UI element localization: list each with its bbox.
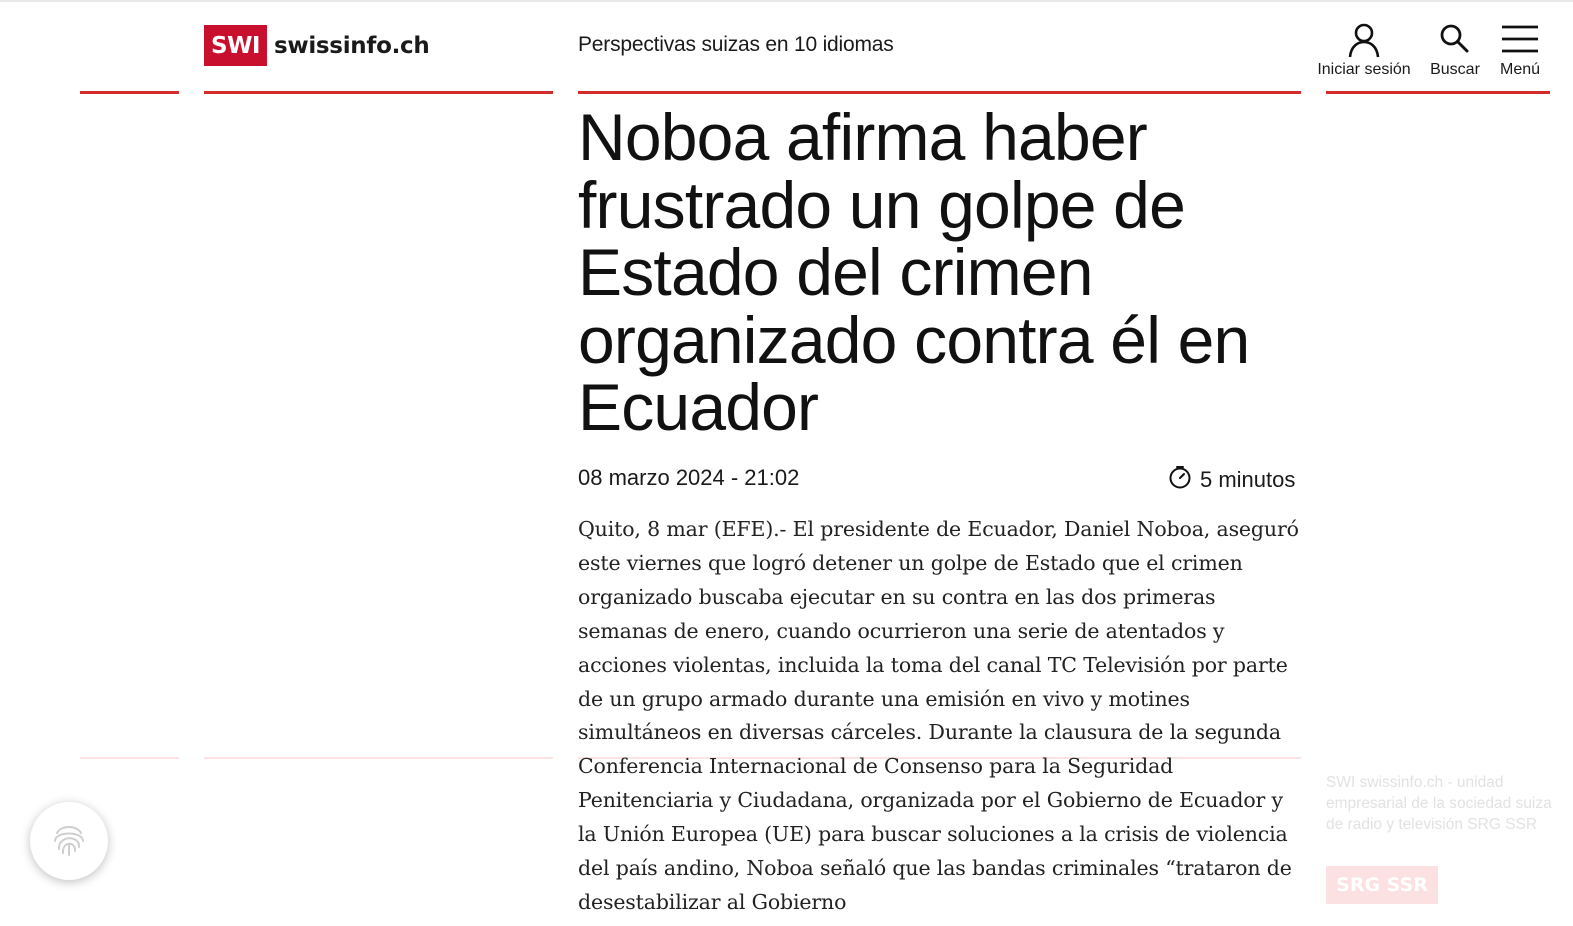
- srg-unit-note: SWI swissinfo.ch - unidad empresarial de la sociedad suiza de radio y televisión SRG SSR: [1326, 774, 1552, 833]
- search-icon: [1437, 22, 1473, 58]
- article-body: Quito, 8 mar (EFE).- El presidente de Ecuador, Daniel Noboa, aseguró este viernes que logró detener un golpe de Estado que el crimen organizado buscaba ejecutar en su contra en las dos primeras semanas de enero, cuando ocurrieron una serie de atentados y acciones violentas, incluida la toma del canal TC Televisión por parte de un grupo armado durante una emisión en vivo y motines simultáneos en diversas cárceles. Durante la clausura de la segunda Conferencia Internacional de Consenso para la Seguridad Penitenciaria y Ciudadana, organizada por el Gobierno de Ecuador y la Unión Europea (UE) para buscar soluciones a la crisis de violencia del país andino, Noboa señaló que las bandas criminales “trataron de desestabilizar al Gobierno: [578, 517, 1299, 914]
- menu-label: Menú: [1499, 61, 1541, 78]
- column-rule-2: [204, 91, 553, 94]
- login-label: Iniciar sesión: [1317, 61, 1411, 78]
- logo-badge: SWI: [204, 25, 267, 66]
- site-logo[interactable]: [204, 25, 429, 66]
- search-label: Buscar: [1430, 61, 1480, 78]
- srg-ssr-logo[interactable]: SRG SSR: [1326, 866, 1438, 904]
- site-tagline: Perspectivas suizas en 10 idiomas: [578, 33, 894, 56]
- user-icon: [1346, 22, 1382, 58]
- search-button[interactable]: [1428, 22, 1482, 79]
- hamburger-icon: [1500, 22, 1540, 58]
- column-rule-1: [80, 91, 179, 94]
- fingerprint-icon: [49, 819, 89, 864]
- article-title: Noboa afirma haber frustrado un golpe de Estado del crimen organizado contra él en Ecuador: [578, 100, 1250, 444]
- menu-button[interactable]: [1495, 22, 1545, 79]
- top-border: [0, 0, 1573, 2]
- reading-time: [1168, 465, 1295, 495]
- reading-time-label: 5 minutos: [1200, 467, 1296, 492]
- login-button[interactable]: [1315, 22, 1413, 79]
- faded-rule-1: [80, 757, 179, 759]
- article-date: 08 marzo 2024 - 21:02: [578, 465, 800, 490]
- privacy-settings-button[interactable]: [30, 802, 108, 880]
- timer-icon: [1168, 465, 1200, 495]
- column-rule-4: [1326, 91, 1550, 94]
- faded-rule-2: [204, 757, 553, 759]
- logo-name: swissinfo.ch: [274, 32, 430, 59]
- column-rule-3: [578, 91, 1301, 94]
